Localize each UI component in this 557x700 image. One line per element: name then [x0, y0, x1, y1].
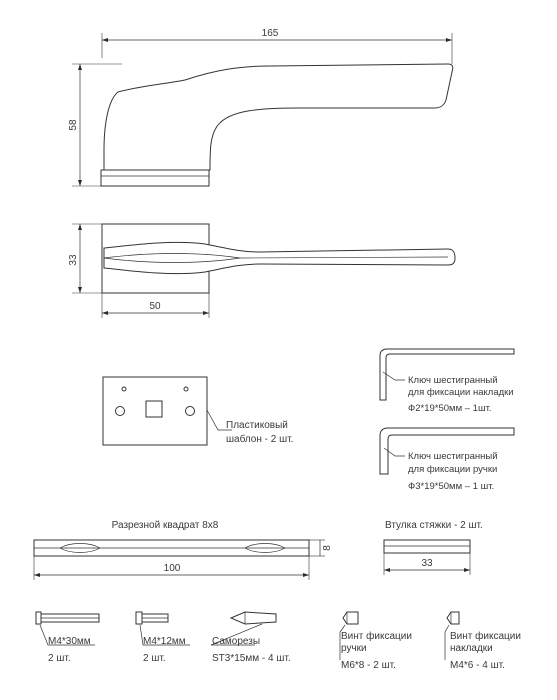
sleeve-body	[384, 540, 470, 553]
dim-square-size: 8	[322, 545, 333, 551]
key2-label-3: Ф3*19*50мм – 1 шт.	[408, 481, 495, 492]
template-label-2: шаблон - 2 шт.	[226, 434, 294, 445]
fastener-m4x12	[136, 612, 190, 664]
handle-top-view	[68, 224, 455, 318]
hex-key-1	[380, 349, 514, 414]
dim-plate-width: 50	[149, 301, 161, 312]
fastener-4-qty: М6*8 - 2 шт.	[341, 660, 396, 671]
template-plate	[103, 377, 207, 445]
handle-side-view	[68, 28, 453, 186]
fastener-2-name: М4*12мм	[143, 636, 186, 647]
fastener-self-tapping	[211, 612, 291, 664]
key1-label-2: для фиксации накладки	[408, 387, 514, 398]
fastener-2-qty: 2 шт.	[143, 653, 166, 664]
fastener-3-name: Саморезы	[212, 636, 261, 647]
dim-handle-length: 165	[261, 28, 279, 39]
plastic-template	[103, 377, 293, 445]
fastener-handle-screw	[340, 612, 412, 671]
fastener-5-name-2: накладки	[450, 643, 493, 654]
fastener-m4x30	[36, 612, 99, 664]
key2-label-2: для фиксации ручки	[408, 464, 498, 475]
dim-handle-height: 58	[68, 119, 79, 131]
square-title: Разрезной квадрат 8х8	[111, 520, 219, 531]
key1-label-3: Ф2*19*50мм – 1шт.	[408, 403, 492, 414]
fastener-5-name-1: Винт фиксации	[450, 631, 521, 642]
fastener-1-name: М4*30мм	[48, 636, 91, 647]
fastener-1-qty: 2 шт.	[48, 653, 71, 664]
key2-label-1: Ключ шестигранный	[408, 451, 498, 462]
sleeve-title: Втулка стяжки - 2 шт.	[385, 520, 483, 531]
dim-square-length: 100	[163, 563, 181, 574]
fastener-5-qty: М4*6 - 4 шт.	[450, 660, 505, 671]
sleeve	[384, 520, 483, 575]
fastener-3-qty: ST3*15мм - 4 шт.	[212, 653, 291, 664]
handle-rosette	[101, 170, 209, 186]
template-label-1: Пластиковый	[226, 420, 288, 431]
split-square	[34, 520, 333, 580]
fastener-4-name-1: Винт фиксации	[341, 631, 412, 642]
key1-label-1: Ключ шестигранный	[408, 375, 498, 386]
hex-key-2	[380, 428, 514, 492]
dim-sleeve-length: 33	[421, 558, 433, 569]
fastener-plate-screw	[445, 612, 521, 671]
fastener-4-name-2: ручки	[341, 643, 367, 654]
handle-lever	[104, 64, 453, 170]
dim-plate-height: 33	[68, 254, 79, 266]
